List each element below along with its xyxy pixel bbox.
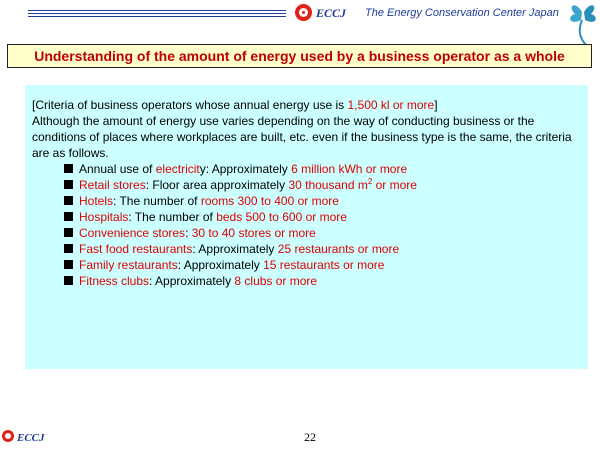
bullet-square-icon (64, 276, 73, 285)
item-text: Annual use of (79, 162, 156, 176)
header-rule (28, 10, 286, 17)
item-value: beds 500 to 600 or more (216, 210, 347, 224)
criteria-value: 1,500 kl or more (347, 98, 435, 112)
list-item (64, 161, 587, 177)
item-category: Hotels (79, 194, 114, 208)
item-value: 30 thousand m (288, 178, 368, 192)
item-text: : Approximately (177, 258, 264, 272)
item-category: Hospitals (79, 210, 129, 224)
item-text: : Approximately (149, 274, 235, 288)
list-item (64, 225, 587, 241)
clover-icon (565, 0, 600, 48)
criteria-prefix: [Criteria of business operators whose annual energy use is (32, 98, 348, 112)
item-category: electricit (155, 162, 200, 176)
item-superscript: 2 (367, 177, 373, 186)
header-brand: ECCJ (316, 6, 347, 20)
list-item (64, 273, 587, 289)
bullet-square-icon (64, 244, 73, 253)
footer-logo-icon (2, 430, 14, 442)
item-value: 6 million kWh or more (291, 162, 408, 176)
item-category: Fitness clubs (79, 274, 150, 288)
criteria-suffix: ] (434, 98, 438, 112)
item-value: rooms 300 to 400 or more (200, 194, 339, 208)
criteria-list (32, 161, 587, 289)
item-text: : The number of (113, 194, 201, 208)
item-value: 8 clubs or more (234, 274, 318, 288)
item-text: y: Approximately (199, 162, 292, 176)
page-number: 22 (304, 430, 316, 444)
eccj-logo-icon (295, 4, 312, 21)
item-value: 25 restaurants or more (277, 242, 400, 256)
item-category: Fast food restaurants (79, 242, 193, 256)
intro-paragraph: Although the amount of energy use varies depending on the way of conducting business or the conditions of places where workplaces are built, etc. even if the business type is the same, the criteria are as follows. (32, 114, 572, 160)
list-item (64, 209, 587, 225)
header-organization: The Energy Conservation Center Japan (365, 7, 559, 19)
bullet-square-icon (64, 164, 73, 173)
item-category: Convenience stores (79, 226, 186, 240)
item-value: 30 to 40 stores or more (191, 226, 316, 240)
item-value: or more (372, 178, 417, 192)
item-value: 15 restaurants or more (263, 258, 385, 272)
slide-title: Understanding of the amount of energy used by a business operator as a whole (7, 44, 592, 68)
item-text: : Floor area approximately (145, 178, 289, 192)
item-text: : The number of (128, 210, 217, 224)
bullet-square-icon (64, 196, 73, 205)
list-item (64, 257, 587, 273)
item-text: : (185, 226, 192, 240)
slide-body (32, 97, 587, 289)
bullet-square-icon (64, 212, 73, 221)
list-item (64, 177, 587, 193)
bullet-square-icon (64, 180, 73, 189)
criteria-line (32, 97, 587, 113)
bullet-square-icon (64, 260, 73, 269)
list-item (64, 241, 587, 257)
bullet-square-icon (64, 228, 73, 237)
item-category: Retail stores (79, 178, 146, 192)
item-category: Family restaurants (79, 258, 178, 272)
footer-brand: ECCJ (17, 432, 45, 444)
item-text: : Approximately (192, 242, 278, 256)
list-item (64, 193, 587, 209)
